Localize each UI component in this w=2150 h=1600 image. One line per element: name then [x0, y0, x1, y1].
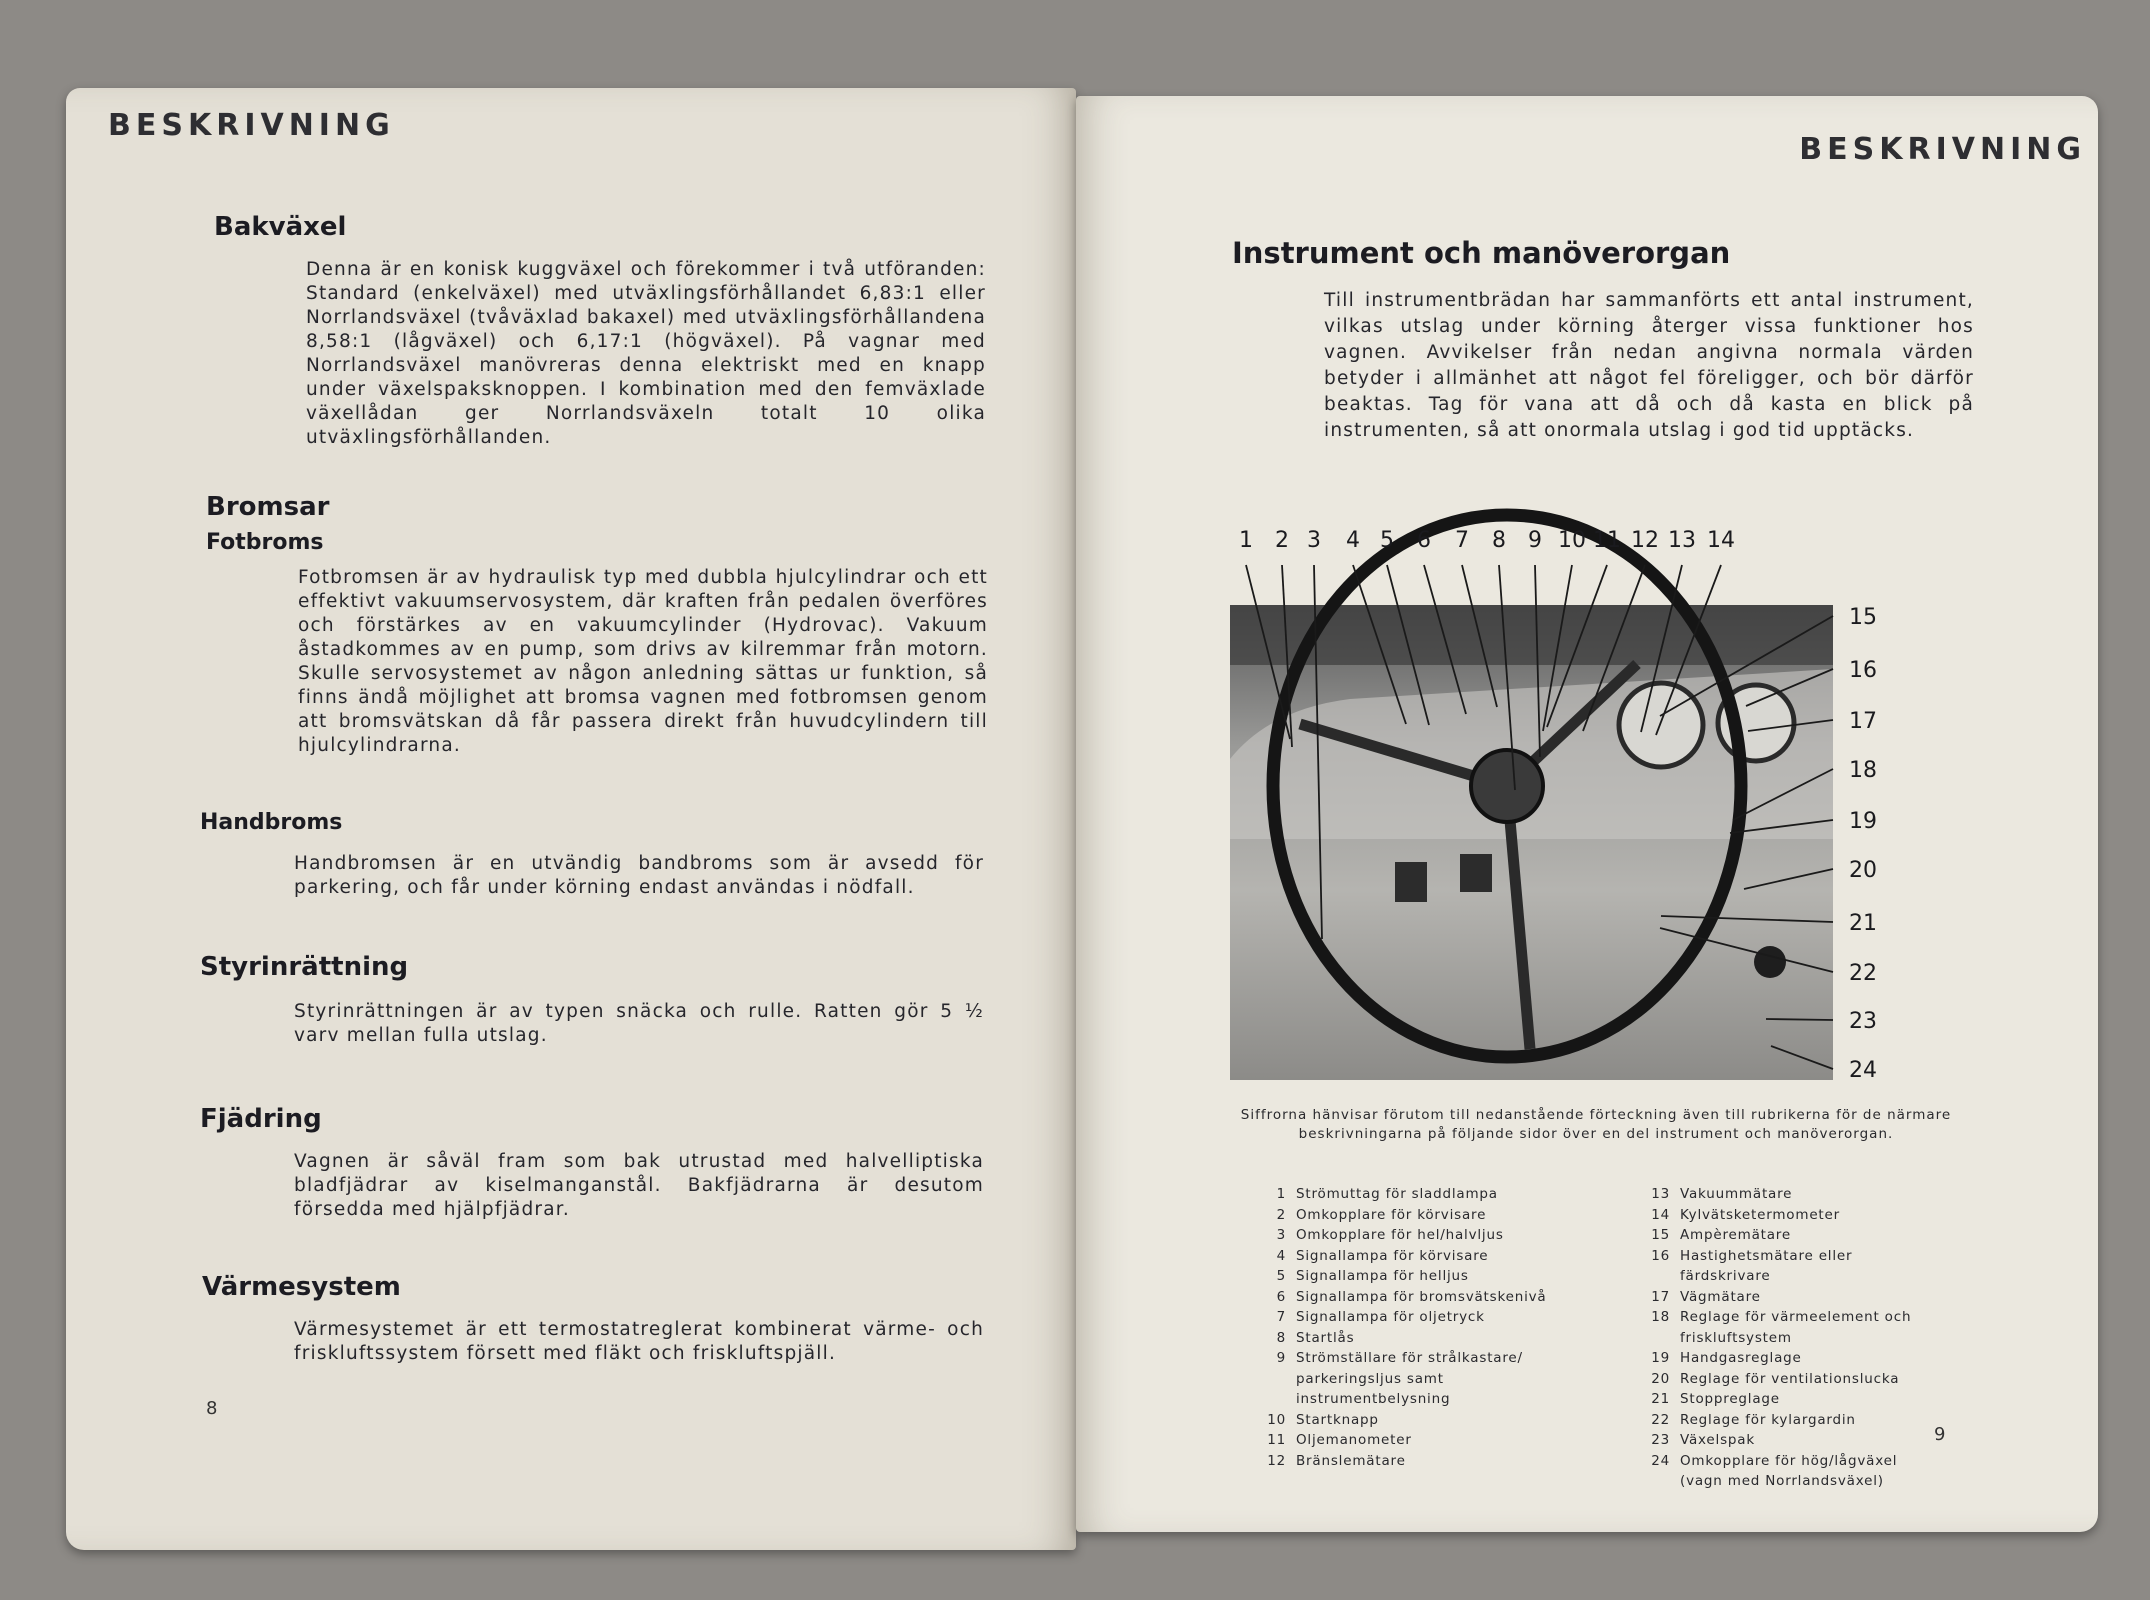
legend-item-text: Hastighetsmätare eller färdskrivare [1680, 1247, 1853, 1284]
page-number-left: 8 [206, 1398, 218, 1419]
legend-item-number: 16 [1651, 1247, 1670, 1264]
legend-item [1632, 1389, 1935, 1410]
right-page [1076, 96, 2098, 1532]
legend-item-text: Omkopplare för körvisare [1296, 1206, 1487, 1223]
legend-item-text: Reglage för ventilationslucka [1680, 1370, 1900, 1387]
heading-bakvaxel: Bakväxel [214, 212, 347, 242]
figure-number-17: 17 [1849, 709, 1877, 734]
legend-item-text: Växelspak [1680, 1432, 1755, 1448]
legend-item-number: 18 [1651, 1309, 1670, 1325]
legend-item [1248, 1287, 1551, 1308]
legend-item [1248, 1348, 1551, 1410]
figure-number-18: 18 [1849, 758, 1877, 783]
legend-item [1248, 1266, 1551, 1287]
legend-item-number: 4 [1276, 1247, 1286, 1264]
legend-item [1632, 1184, 1935, 1205]
figure-caption: Siffrorna hänvisar förutom till nedanstående förteckning även till rubrikerna för de närmare beskrivningarna på följande sidor över en del instrument och manöverorgan. [1240, 1107, 1952, 1142]
running-head-right: BESKRIVNING [1799, 132, 2086, 167]
speedometer-gauge [1619, 683, 1703, 767]
legend-item-text: Vägmätare [1680, 1288, 1761, 1305]
figure-number-20: 20 [1849, 858, 1877, 883]
text-varmesystem: Värmesystemet är ett termostatreglerat kombinerat värme- och friskluftssystem försett med fläkt och friskluftspjäll. [294, 1319, 984, 1364]
figure-number-14: 14 [1707, 528, 1735, 553]
legend-item-number: 8 [1276, 1329, 1286, 1346]
figure-number-1: 1 [1239, 528, 1253, 553]
legend-item [1248, 1328, 1551, 1349]
legend-item-text: Ampèremätare [1680, 1227, 1791, 1243]
legend-item-number: 15 [1651, 1227, 1670, 1243]
legend-item-number: 6 [1276, 1288, 1286, 1305]
page-title: Instrument och manöverorgan [1232, 236, 1731, 270]
legend-item-text: Omkopplare för hög/lågväxel (vagn med Norrlandsväxel) [1680, 1452, 1898, 1489]
legend-item-text: Bränslemätare [1296, 1452, 1406, 1469]
legend-item-text: Startlås [1296, 1329, 1355, 1346]
figure-number-19: 19 [1849, 809, 1877, 834]
text-fotbroms: Fotbromsen är av hydraulisk typ med dubbla hjulcylindrar och ett effektivt vakuumservosystem, där kraften från pedalen överföres och förstärkes av en vakuumcylinder (Hydrovac). Vakuum åstadkommes av en pump, som drivs av kilremmar från motorn. Skulle servosystemet av någon anledning sättas ur funktion, så finns ändå möjlighet att bromsa vagnen med fotbromsen genom att bromsvätskan då får passera direkt från huvudcylindern till hjulcylindrarna. [298, 567, 988, 756]
legend-item [1632, 1307, 1935, 1348]
figure-number-12: 12 [1631, 528, 1659, 553]
legend-item [1632, 1246, 1935, 1287]
legend-item [1632, 1205, 1935, 1226]
figure-number-13: 13 [1668, 528, 1696, 553]
figure-number-7: 7 [1455, 528, 1469, 553]
legend-item-number: 20 [1651, 1370, 1670, 1387]
figure-number-9: 9 [1528, 528, 1542, 553]
figure-number-3: 3 [1307, 528, 1321, 553]
figure-number-8: 8 [1492, 528, 1506, 553]
heading-fotbroms: Fotbroms [206, 530, 324, 555]
heading-bromsar: Bromsar [206, 492, 330, 522]
figure-number-21: 21 [1849, 911, 1877, 936]
legend-item [1632, 1225, 1935, 1246]
legend-item-number: 2 [1276, 1206, 1286, 1223]
text-handbroms: Handbromsen är en utvändig bandbroms som är avsedd för parkering, och får under körning endast användas i nödfall. [294, 853, 984, 898]
legend-item [1248, 1451, 1551, 1472]
legend-item-number: 7 [1276, 1309, 1286, 1325]
legend-item-text: Signallampa för körvisare [1296, 1247, 1489, 1264]
figure-number-24: 24 [1849, 1058, 1877, 1083]
text-fjadring: Vagnen är såväl fram som bak utrustad med halvelliptiska bladfjädrar av kiselmanganstål. Bakfjädrarna är desutom försedda med hjälpfjädrar. [294, 1151, 984, 1220]
horn-button [1471, 750, 1543, 822]
legend-item-text: Kylvätsketermometer [1680, 1206, 1840, 1223]
legend-item [1632, 1287, 1935, 1308]
gear-lever-knob [1754, 946, 1786, 978]
legend-item [1248, 1410, 1551, 1431]
legend-item-text: Startknapp [1296, 1411, 1379, 1428]
figure-number-23: 23 [1849, 1009, 1877, 1034]
left-page [66, 88, 1076, 1550]
legend-item-number: 5 [1276, 1268, 1286, 1284]
legend-item [1248, 1307, 1551, 1328]
legend-item-number: 19 [1651, 1350, 1670, 1366]
pedal-left [1395, 862, 1427, 902]
legend-item-text: Reglage för kylargardin [1680, 1411, 1856, 1428]
heading-varmesystem: Värmesystem [202, 1272, 401, 1302]
pedal-right [1460, 854, 1492, 892]
figure-number-10: 10 [1558, 528, 1586, 553]
legend-item-number: 10 [1267, 1411, 1286, 1428]
figure-number-4: 4 [1346, 528, 1360, 553]
legend-item-text: Handgasreglage [1680, 1350, 1802, 1366]
legend-item-text: Strömuttag för sladdlampa [1296, 1186, 1498, 1202]
figure-side-numbers [1849, 605, 1877, 1083]
legend-item-number: 17 [1651, 1288, 1670, 1305]
running-head-left: BESKRIVNING [108, 108, 395, 143]
figure-number-11: 11 [1593, 528, 1621, 553]
legend-item [1248, 1430, 1551, 1451]
intro-text: Till instrumentbrädan har sammanförts ett antal instrument, vilkas utslag under körning återger vissa funktioner hos vagnen. Avvikelser från nedan angivna normala värden betyder i allmänhet att något fel föreligger, och bör därför beaktas. Tag för vana att då och då kasta en blick på instrumenten, så att onormala utslag i god tid upptäcks. [1324, 290, 1974, 441]
text-bakvaxel: Denna är en konisk kuggväxel och förekommer i två utföranden: Standard (enkelväxel) med utväxlingsförhållandet 6,83:1 eller Norrlandsväxel (tvåväxlad bakaxel) med utväxlingsförhållandena 8,58:1 (lågväxel) och 6,17:1 (högväxel). På vagnar med Norrlandsväxel manövreras denna elektriskt med en knapp under växelspaksknoppen. I kombination med den femväxlade växellådan ger Norrlandsväxeln totalt 10 olika utväxlingsförhållanden. [306, 259, 986, 448]
legend-item-text: Oljemanometer [1296, 1432, 1412, 1448]
figure-number-6: 6 [1417, 528, 1431, 553]
figure-number-22: 22 [1849, 961, 1877, 986]
heading-fjadring: Fjädring [200, 1104, 322, 1134]
legend-item-number: 21 [1651, 1391, 1670, 1407]
legend-item [1248, 1184, 1551, 1205]
legend-item-text: Signallampa för bromsvätskenivå [1296, 1288, 1547, 1305]
legend-item-text: Strömställare för strålkastare/ parkeringsljus samt instrumentbelysning [1296, 1350, 1523, 1407]
legend-item-number: 1 [1276, 1186, 1286, 1202]
figure-number-15: 15 [1849, 605, 1877, 630]
text-styrinrattning: Styrinrättningen är av typen snäcka och rulle. Ratten gör 5 ½ varv mellan fulla utslag. [294, 1001, 984, 1046]
legend-item-number: 13 [1651, 1186, 1670, 1202]
heading-styrinrattning: Styrinrättning [200, 952, 409, 982]
legend-item [1632, 1410, 1935, 1431]
legend-item [1632, 1451, 1935, 1492]
figure-number-16: 16 [1849, 658, 1877, 683]
legend-item-text: Vakuummätare [1680, 1186, 1793, 1202]
legend-item-number: 22 [1651, 1411, 1670, 1428]
legend-item-number: 3 [1276, 1227, 1286, 1243]
legend-left [1248, 1184, 1551, 1471]
figure-number-5: 5 [1380, 528, 1394, 553]
legend-item [1248, 1246, 1551, 1267]
legend-item-number: 24 [1651, 1452, 1670, 1469]
legend-item-text: Signallampa för helljus [1296, 1268, 1469, 1284]
legend-item-number: 11 [1267, 1432, 1286, 1448]
legend-item-number: 23 [1651, 1432, 1670, 1448]
legend-item [1632, 1348, 1935, 1369]
heading-handbroms: Handbroms [200, 810, 343, 835]
legend-item-text: Omkopplare för hel/halvljus [1296, 1227, 1504, 1243]
legend-item [1632, 1430, 1935, 1451]
legend-item-text: Signallampa för oljetryck [1296, 1309, 1485, 1325]
legend-item-number: 9 [1276, 1350, 1286, 1366]
legend-item [1248, 1225, 1551, 1246]
legend-item [1248, 1205, 1551, 1226]
legend-item-text: Stoppreglage [1680, 1391, 1780, 1407]
legend-item [1632, 1369, 1935, 1390]
legend-right [1632, 1184, 1935, 1492]
dashboard-figure [1230, 509, 1951, 1085]
figure-number-2: 2 [1275, 528, 1289, 553]
legend-item-text: Reglage för värmeelement och friskluftsystem [1680, 1309, 1912, 1346]
legend-item-number: 12 [1267, 1452, 1286, 1469]
page-number-right: 9 [1934, 1424, 1946, 1445]
legend-item-number: 14 [1651, 1206, 1670, 1223]
figure-top-numbers [1239, 528, 1735, 553]
